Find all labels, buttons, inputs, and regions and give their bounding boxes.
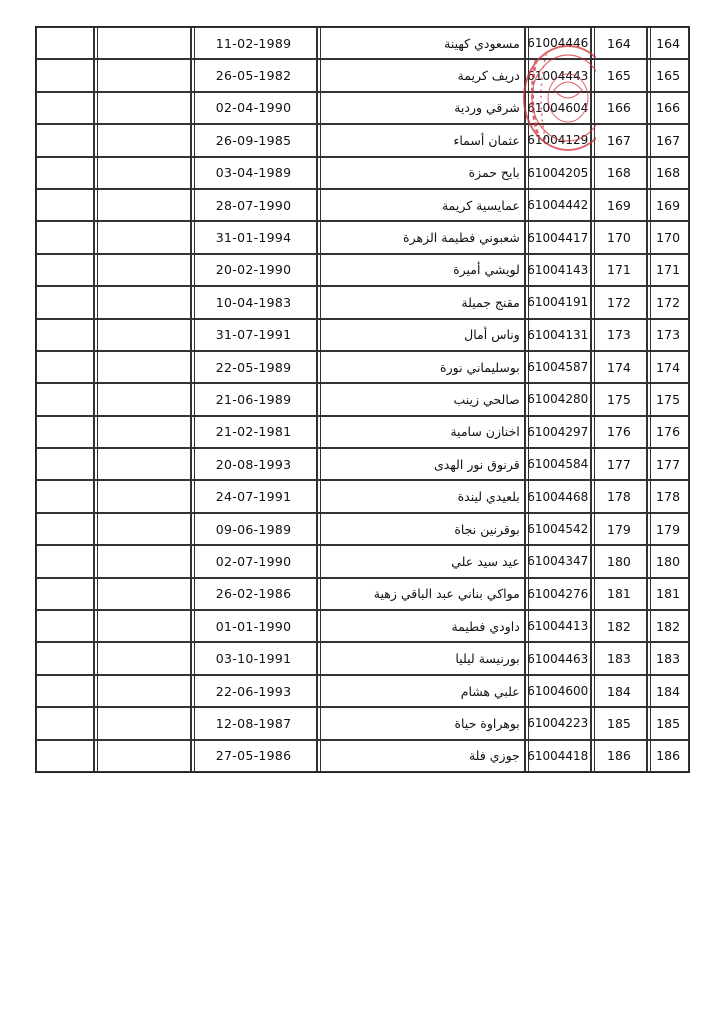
birth-date-cell: 12-08-1987 [191, 707, 317, 739]
number-cell: 179 [591, 513, 647, 545]
id-cell: 61004276 [525, 578, 591, 610]
blank-cell [94, 480, 190, 512]
number-cell: 185 [591, 707, 647, 739]
name-cell: بوقرنين نجاة [317, 513, 525, 545]
birth-date-cell: 20-02-1990 [191, 254, 317, 286]
candidates-table [35, 26, 690, 773]
birth-date-cell: 02-07-1990 [191, 545, 317, 577]
table-row [36, 578, 689, 610]
blank-cell [94, 27, 190, 59]
birth-date-cell: 22-05-1989 [191, 351, 317, 383]
number-cell: 182 [591, 610, 647, 642]
table-row [36, 545, 689, 577]
table-row [36, 286, 689, 318]
birth-date-cell: 31-07-1991 [191, 319, 317, 351]
blank-cell [36, 92, 94, 124]
blank-cell [94, 707, 190, 739]
blank-cell [36, 610, 94, 642]
blank-cell [94, 221, 190, 253]
id-cell: 61004280 [525, 383, 591, 415]
number-cell: 176 [591, 416, 647, 448]
birth-date-cell: 02-04-1990 [191, 92, 317, 124]
table-row [36, 448, 689, 480]
table-row [36, 480, 689, 512]
blank-cell [94, 157, 190, 189]
id-cell: 61004418 [525, 740, 591, 772]
blank-cell [94, 545, 190, 577]
number-cell: 165 [591, 59, 647, 91]
table-row [36, 513, 689, 545]
id-cell: 61004587 [525, 351, 591, 383]
blank-cell [36, 157, 94, 189]
id-cell: 61004347 [525, 545, 591, 577]
table-row [36, 416, 689, 448]
blank-cell [36, 383, 94, 415]
index-cell: 168 [647, 157, 689, 189]
table-row [36, 610, 689, 642]
name-cell: بايح حمزة [317, 157, 525, 189]
blank-cell [94, 319, 190, 351]
table-row [36, 59, 689, 91]
id-cell: 61004542 [525, 513, 591, 545]
id-cell: 61004417 [525, 221, 591, 253]
name-cell: مسعودي كهينة [317, 27, 525, 59]
blank-cell [94, 351, 190, 383]
blank-cell [94, 642, 190, 674]
id-cell: 61004584 [525, 448, 591, 480]
table-row [36, 27, 689, 59]
number-cell: 168 [591, 157, 647, 189]
name-cell: شرقي وردية [317, 92, 525, 124]
index-cell: 183 [647, 642, 689, 674]
table-row [36, 221, 689, 253]
blank-cell [94, 59, 190, 91]
number-cell: 172 [591, 286, 647, 318]
blank-cell [36, 189, 94, 221]
index-cell: 175 [647, 383, 689, 415]
index-cell: 171 [647, 254, 689, 286]
blank-cell [36, 221, 94, 253]
birth-date-cell: 21-02-1981 [191, 416, 317, 448]
index-cell: 179 [647, 513, 689, 545]
id-cell: 61004446 [525, 27, 591, 59]
name-cell: جوزي فلة [317, 740, 525, 772]
blank-cell [94, 675, 190, 707]
number-cell: 166 [591, 92, 647, 124]
birth-date-cell: 26-05-1982 [191, 59, 317, 91]
name-cell: اخنازن سامية [317, 416, 525, 448]
blank-cell [36, 27, 94, 59]
index-cell: 178 [647, 480, 689, 512]
blank-cell [36, 740, 94, 772]
table-row [36, 740, 689, 772]
id-cell: 61004468 [525, 480, 591, 512]
number-cell: 174 [591, 351, 647, 383]
index-cell: 186 [647, 740, 689, 772]
number-cell: 167 [591, 124, 647, 156]
number-cell: 181 [591, 578, 647, 610]
number-cell: 164 [591, 27, 647, 59]
number-cell: 171 [591, 254, 647, 286]
blank-cell [36, 675, 94, 707]
index-cell: 184 [647, 675, 689, 707]
blank-cell [36, 254, 94, 286]
blank-cell [36, 545, 94, 577]
birth-date-cell: 26-02-1986 [191, 578, 317, 610]
birth-date-cell: 03-04-1989 [191, 157, 317, 189]
index-cell: 173 [647, 319, 689, 351]
name-cell: بورنيسة ليليا [317, 642, 525, 674]
blank-cell [94, 189, 190, 221]
number-cell: 177 [591, 448, 647, 480]
table-row [36, 351, 689, 383]
index-cell: 165 [647, 59, 689, 91]
birth-date-cell: 21-06-1989 [191, 383, 317, 415]
name-cell: لويشي أميرة [317, 254, 525, 286]
index-cell: 180 [647, 545, 689, 577]
table-row [36, 319, 689, 351]
blank-cell [36, 319, 94, 351]
id-cell: 61004463 [525, 642, 591, 674]
blank-cell [36, 351, 94, 383]
id-cell: 61004205 [525, 157, 591, 189]
blank-cell [94, 286, 190, 318]
table-row [36, 642, 689, 674]
birth-date-cell: 24-07-1991 [191, 480, 317, 512]
index-cell: 170 [647, 221, 689, 253]
name-cell: دريف كريمة [317, 59, 525, 91]
id-cell: 61004131 [525, 319, 591, 351]
index-cell: 174 [647, 351, 689, 383]
blank-cell [36, 59, 94, 91]
name-cell: عثمان أسماء [317, 124, 525, 156]
index-cell: 176 [647, 416, 689, 448]
name-cell: عيد سيد علي [317, 545, 525, 577]
birth-date-cell: 09-06-1989 [191, 513, 317, 545]
id-cell: 61004223 [525, 707, 591, 739]
birth-date-cell: 26-09-1985 [191, 124, 317, 156]
birth-date-cell: 03-10-1991 [191, 642, 317, 674]
number-cell: 180 [591, 545, 647, 577]
name-cell: بوسليماني نورة [317, 351, 525, 383]
name-cell: داودي فطيمة [317, 610, 525, 642]
table-row [36, 383, 689, 415]
table-row [36, 707, 689, 739]
number-cell: 170 [591, 221, 647, 253]
index-cell: 182 [647, 610, 689, 642]
index-cell: 164 [647, 27, 689, 59]
index-cell: 177 [647, 448, 689, 480]
name-cell: بوهراوة حياة [317, 707, 525, 739]
name-cell: وناس أمال [317, 319, 525, 351]
birth-date-cell: 01-01-1990 [191, 610, 317, 642]
number-cell: 173 [591, 319, 647, 351]
blank-cell [94, 610, 190, 642]
number-cell: 183 [591, 642, 647, 674]
birth-date-cell: 22-06-1993 [191, 675, 317, 707]
blank-cell [94, 254, 190, 286]
table-row [36, 254, 689, 286]
blank-cell [36, 416, 94, 448]
index-cell: 167 [647, 124, 689, 156]
id-cell: 61004297 [525, 416, 591, 448]
id-cell: 61004604 [525, 92, 591, 124]
birth-date-cell: 10-04-1983 [191, 286, 317, 318]
name-cell: صالحي زينب [317, 383, 525, 415]
number-cell: 186 [591, 740, 647, 772]
table-row [36, 189, 689, 221]
index-cell: 185 [647, 707, 689, 739]
index-cell: 181 [647, 578, 689, 610]
name-cell: مقنج جميلة [317, 286, 525, 318]
id-cell: 61004143 [525, 254, 591, 286]
id-cell: 61004442 [525, 189, 591, 221]
id-cell: 61004443 [525, 59, 591, 91]
candidates-table-body [36, 27, 689, 772]
blank-cell [94, 448, 190, 480]
id-cell: 61004129 [525, 124, 591, 156]
name-cell: شعبوني فطيمة الزهرة [317, 221, 525, 253]
name-cell: قرنوق نور الهدى [317, 448, 525, 480]
blank-cell [36, 642, 94, 674]
blank-cell [36, 578, 94, 610]
name-cell: مواكي بناني عبد الباقي زهية [317, 578, 525, 610]
index-cell: 172 [647, 286, 689, 318]
birth-date-cell: 11-02-1989 [191, 27, 317, 59]
blank-cell [36, 707, 94, 739]
blank-cell [94, 383, 190, 415]
table-row [36, 124, 689, 156]
birth-date-cell: 31-01-1994 [191, 221, 317, 253]
blank-cell [94, 416, 190, 448]
table-row [36, 157, 689, 189]
blank-cell [36, 124, 94, 156]
blank-cell [36, 480, 94, 512]
birth-date-cell: 27-05-1986 [191, 740, 317, 772]
birth-date-cell: 28-07-1990 [191, 189, 317, 221]
table-row [36, 92, 689, 124]
index-cell: 169 [647, 189, 689, 221]
index-cell: 166 [647, 92, 689, 124]
id-cell: 61004413 [525, 610, 591, 642]
name-cell: علبي هشام [317, 675, 525, 707]
name-cell: عمايسية كريمة [317, 189, 525, 221]
blank-cell [36, 448, 94, 480]
name-cell: بلعيدي ليندة [317, 480, 525, 512]
id-cell: 61004191 [525, 286, 591, 318]
blank-cell [36, 513, 94, 545]
number-cell: 184 [591, 675, 647, 707]
table-row [36, 675, 689, 707]
blank-cell [94, 513, 190, 545]
number-cell: 178 [591, 480, 647, 512]
blank-cell [94, 92, 190, 124]
number-cell: 169 [591, 189, 647, 221]
blank-cell [36, 286, 94, 318]
blank-cell [94, 124, 190, 156]
id-cell: 61004600 [525, 675, 591, 707]
blank-cell [94, 740, 190, 772]
birth-date-cell: 20-08-1993 [191, 448, 317, 480]
blank-cell [94, 578, 190, 610]
number-cell: 175 [591, 383, 647, 415]
